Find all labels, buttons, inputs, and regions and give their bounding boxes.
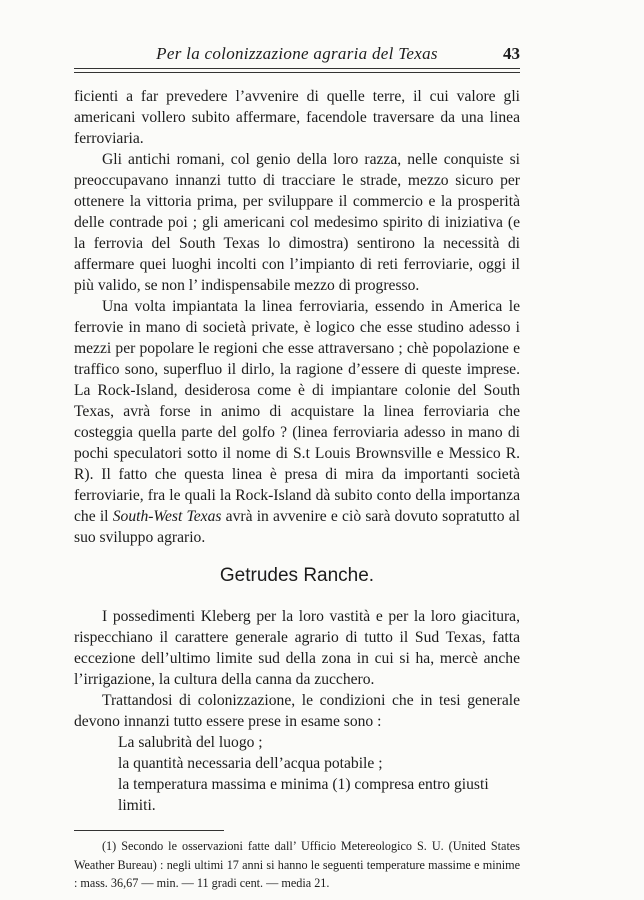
- paragraph-continued: ficienti a far prevedere l’avvenire di quelle terre, il cui valore gli americani vollero subito affermare, facendole traversare da una linea ferroviaria.: [74, 88, 520, 147]
- footnote-rule: [74, 830, 224, 831]
- page-number: 43: [503, 44, 520, 63]
- paragraph-possedimenti: I possedimenti Kleberg per la loro vastità e per la loro giacitura, rispecchiano il carattere generale agrario di tutto il Sud Texas, fatta eccezione dell’ultimo limite sud della zona in cui si ha, mercè anche l’irrigazione, la cultura della canna da zucchero.: [74, 608, 520, 688]
- list-item-temperatura: la temperatura massima e minima (1) compresa entro giusti limiti.: [118, 776, 489, 814]
- footnote: (1) Secondo le osservazioni fatte dall’ Ufficio Metereologico S. U. (United States Weather Bureau) : negli ultimi 17 anni si hanno le seguenti temperature massime e minime : mass. 36,67 — min. — 11 gradi cent. — media 21.: [74, 839, 520, 890]
- paragraph-text-start: Una volta impiantata la linea ferroviaria, essendo in America le ferrovie in mano di società private, è logico che esse studino adesso i mezzi per popolare le regioni che esse attraversano ; chè popolazione e traffico sono, superfluo il dirlo, la ragione d’essere di queste imprese. La Rock-Island, desiderosa come è di impiantare colonie del South Texas, avrà forse in animo di acquistare la linea ferroviaria che costeggia quella parte del golfo ? (linea ferroviaria adesso in mano di pochi speculatori sotto il nome di S.t Louis Brownsville e Messico R. R). Il fatto che questa linea è presa di mira da importanti società ferroviarie, fra le quali la Rock-Island dà subito conto della importanza che il: [74, 298, 520, 525]
- running-header: [74, 44, 520, 66]
- paragraph-text-end: avrà in avvenire e ciò sarà dovuto sopratutto al suo sviluppo agrario.: [74, 508, 520, 546]
- list-item-salubrita: La salubrità del luogo ;: [118, 734, 263, 751]
- page-body: [74, 86, 520, 893]
- italic-region-name: South-West Texas: [112, 508, 222, 525]
- paragraph-linea-ferroviaria: [74, 296, 520, 548]
- list-item-acqua: la quantità necessaria dell’acqua potabile ;: [118, 755, 383, 772]
- running-title: Per la colonizzazione agraria del Texas: [156, 44, 438, 63]
- paragraph-colonizzazione: Trattandosi di colonizzazione, le condizioni che in tesi generale devono innanzi tutto essere prese in esame sono :: [74, 692, 520, 730]
- section-heading: Getrudes Ranche.: [219, 565, 375, 586]
- header-rule-thick: [74, 72, 520, 73]
- paragraph-antichi-romani: Gli antichi romani, col genio della loro razza, nelle conquiste si preoccupavano innanzi tutto di tracciare le strade, mezzo sicuro per ottenere la vittoria prima, per sviluppare il commercio e la prosperità delle contrade poi ; gli americani col medesimo spirito di iniziativa (e la ferrovia del South Texas lo dimostra) sentirono la necessità di affermare quei luoghi incolti con l’impianto di reti ferroviarie, oggi il più valido, se non l’ indispensabile mezzo di progresso.: [74, 151, 520, 294]
- header-rule-thin: [74, 68, 520, 69]
